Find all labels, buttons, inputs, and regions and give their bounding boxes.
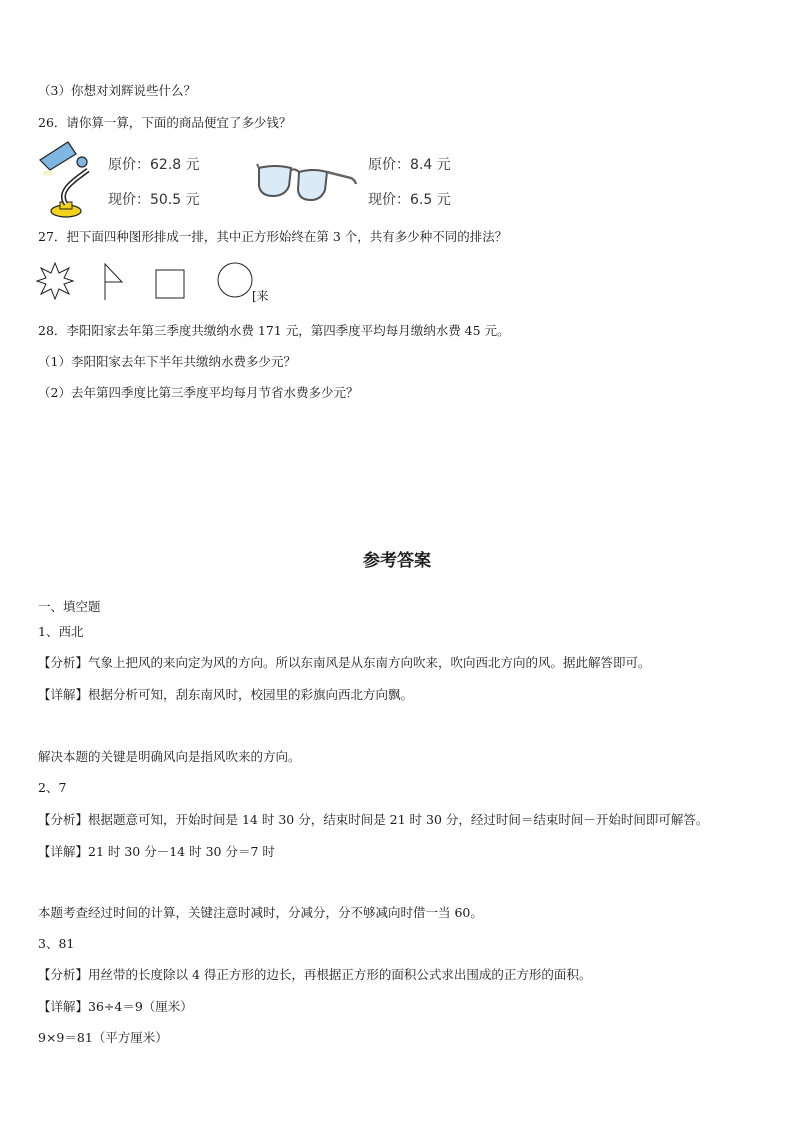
question-26: 26．请你算一算，下面的商品便宜了多少钱？: [38, 115, 292, 130]
lamp-original-price: 原价：62.8 元: [108, 157, 200, 173]
star-shape-icon: [36, 262, 74, 300]
answer-1-note: 解决本题的关键是明确风向是指风吹来的方向。: [38, 749, 301, 764]
shape-note: [来: [252, 289, 269, 303]
flag-shape-icon: [100, 262, 126, 302]
question-28: 28．李阳阳家去年第三季度共缴纳水费 171 元，第四季度平均每月缴纳水费 45 元。: [38, 323, 510, 338]
circle-shape-icon: [215, 261, 255, 301]
answer-2: 2、7: [38, 780, 67, 795]
answer-2-detail: 【详解】21 时 30 分－14 时 30 分＝7 时: [38, 844, 275, 859]
answer-1-analysis: 【分析】气象上把风的来向定为风的方向。所以东南风是从东南方向吹来，吹向西北方向的风。据此解答即可。: [38, 655, 651, 670]
answer-2-note: 本题考查经过时间的计算，关键注意时减时，分减分，分不够减向时借一当 60。: [38, 905, 483, 920]
desk-lamp-image: [38, 140, 98, 220]
glasses-original-price: 原价：8.4 元: [368, 157, 451, 173]
answer-3-detail: 【详解】36÷4＝9（厘米）: [38, 999, 193, 1014]
lamp-current-price: 现价：50.5 元: [108, 192, 200, 208]
answer-title: 参考答案: [363, 551, 431, 571]
question-28-part-1: （1）李阳阳家去年下半年共缴纳水费多少元？: [38, 354, 296, 369]
glasses-image: [255, 158, 360, 208]
question-28-part-2: （2）去年第四季度比第三季度平均每月节省水费多少元？: [38, 385, 359, 400]
answer-1: 1、西北: [38, 624, 84, 639]
answer-3-analysis: 【分析】用丝带的长度除以 4 得正方形的边长，再根据正方形的面积公式求出围成的正方形的面积。: [38, 967, 592, 982]
glasses-current-price: 现价：6.5 元: [368, 192, 451, 208]
question-25-part-3: （3）你想对刘辉说些什么？: [38, 83, 196, 98]
section-fill-in: 一、填空题: [38, 599, 101, 614]
answer-2-analysis: 【分析】根据题意可知，开始时间是 14 时 30 分，结束时间是 21 时 30 分，经过时间＝结束时间－开始时间即可解答。: [38, 812, 709, 827]
answer-3: 3、81: [38, 936, 75, 951]
answer-1-detail: 【详解】根据分析可知，刮东南风时，校园里的彩旗向西北方向飘。: [38, 687, 414, 702]
answer-3-calc: 9×9＝81（平方厘米）: [38, 1030, 168, 1045]
square-shape-icon: [154, 268, 186, 300]
question-27: 27．把下面四种图形排成一排，其中正方形始终在第 3 个，共有多少种不同的排法？: [38, 229, 508, 244]
